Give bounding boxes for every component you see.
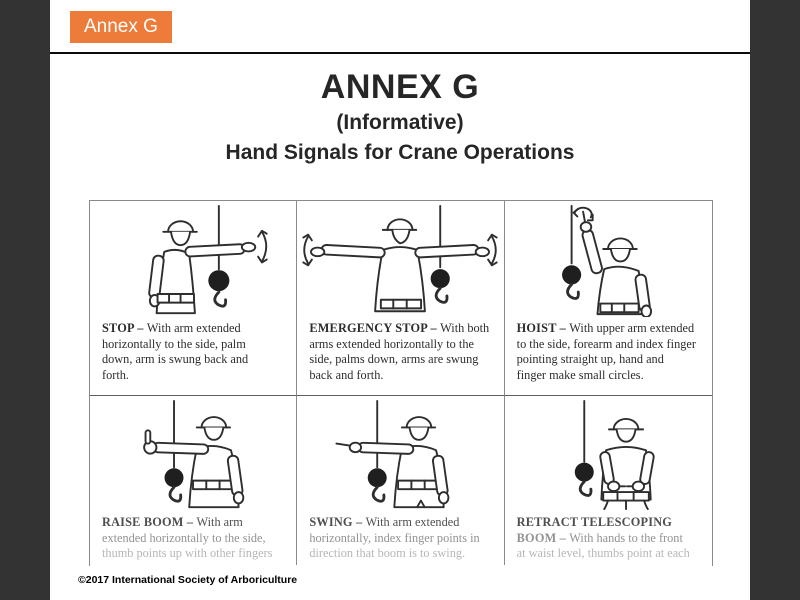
annex-tab-label: Annex G	[84, 16, 158, 37]
signal-cell-retract-telescoping-boom	[505, 396, 712, 565]
page-subtitle: (Informative)	[336, 111, 464, 134]
signal-cell-emergency-stop	[297, 201, 504, 396]
hook-ball-icon	[208, 270, 229, 291]
swing-caption: SWING – With arm extended horizontally, index finger points in direction that boom is to swing.	[309, 515, 480, 561]
swing-arrow-icon	[305, 237, 309, 264]
swing-arrow-icon	[492, 237, 496, 264]
page-title: ANNEX G	[320, 68, 480, 106]
left-frame-strip	[0, 0, 50, 600]
emergency-stop-caption: EMERGENCY STOP – With both arms extended horizontally to the side, palms down, arms are swung back and forth.	[309, 321, 490, 382]
retract-telescoping-boom-signal-figure	[505, 396, 712, 511]
header-divider	[50, 52, 750, 54]
hoist-caption: HOIST – With upper arm extended to the side, forearm and index finger pointing straight up, hand and finger make small circles.	[516, 321, 696, 382]
retract-telescoping-boom-caption: RETRACT TELESCOPING BOOM – With hands to the front at waist level, thumbs point at each	[516, 515, 690, 561]
signal-cell-raise-boom	[90, 396, 297, 565]
pointing-finger-icon	[337, 444, 350, 446]
signal-cell-swing	[297, 396, 504, 565]
stop-caption: STOP – With arm extended horizontally to the side, palm down, arm is swung back and forth.	[102, 321, 249, 382]
emergency-stop-signal-figure	[297, 201, 503, 317]
hook-icon	[581, 482, 592, 496]
hook-icon	[437, 288, 448, 302]
hook-icon	[215, 292, 226, 306]
page-heading: Hand Signals for Crane Operations	[225, 141, 575, 164]
signal-cell-stop	[90, 201, 297, 396]
hook-ball-icon	[431, 269, 450, 288]
hook-ball-icon	[575, 463, 594, 482]
raise-boom-caption: RAISE BOOM – With arm extended horizontally to the side, thumb points up with other fingers	[102, 515, 273, 561]
annex-tab	[70, 11, 172, 43]
hoist-signal-figure	[505, 201, 712, 317]
hook-icon	[170, 487, 181, 501]
swing-arrow-icon	[262, 232, 266, 262]
hand-signal-table	[89, 200, 713, 566]
signal-cell-hoist	[505, 201, 712, 396]
hook-ball-icon	[368, 468, 387, 487]
hook-ball-icon	[562, 265, 581, 284]
copyright-text: ©2017 International Society of Arboriculture	[78, 574, 298, 586]
raise-boom-signal-figure	[90, 396, 296, 511]
thumb-up-icon	[146, 430, 151, 443]
stop-signal-figure	[90, 201, 296, 317]
hook-ball-icon	[165, 468, 184, 487]
hook-icon	[374, 487, 385, 501]
swing-signal-figure	[297, 396, 503, 511]
right-frame-strip	[750, 0, 800, 600]
hook-icon	[568, 284, 579, 298]
